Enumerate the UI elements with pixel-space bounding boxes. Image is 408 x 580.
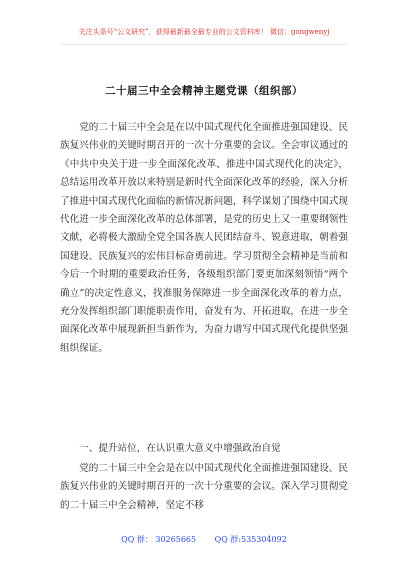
footer-qq-group-1: QQ 群： 30265665 xyxy=(121,535,197,544)
footer-qq-group-2: QQ 群:535304092 xyxy=(214,535,287,544)
footer-contact xyxy=(0,534,408,546)
section-heading-1: 一、提升站位，在认识重大意义中增强政治自觉 xyxy=(79,443,281,454)
header-banner: 关注头条号“公文研究”，获得最新最全最专业的公文资料库！ 微信：gongwenyj xyxy=(78,28,330,36)
paragraph-2: 党的二十届三中全会是在以中国式现代化全面推进强国建设、民族复兴伟业的关键时期召开的一次十分重要的会议。深入学习贯彻党的二十届三中全会精神，坚定不移 xyxy=(60,463,348,511)
header-divider xyxy=(60,44,348,45)
document-title: 二十届三中全会精神主题党课（组织部） xyxy=(105,85,303,97)
paragraph-1: 党的二十届三中全会是在以中国式现代化全面推进强国建设、民族复兴伟业的关键时期召开的一次十分重要的会议。全会审议通过的《中共中央关于进一步全面深化改革、推进中国式现代化的决定》，总结运用改革开放以来特别是新时代全面深化改革的经验，深入分析了推进中国式现代化面临的新情况新问题，科学谋划了围绕中国式现代化进一步全面深化改革的总体部署，是党的历史上又一重要纲领性文献，必将极大激励全党全国各族人民团结奋斗、锐意进取，朝着强国建设、民族复兴的宏伟目标奋勇前进。学习贯彻全会精神是当前和今后一个时期的重要政治任务，各级组织部门要更加深刻领悟“两个确立”的决定性意义，找准服务保障进一步全面深化改革的着力点，充分发挥组织部门职能职责作用，奋发有为、开拓进取，在进一步全面深化改革中展现新担当新作为，为奋力谱写中国式现代化提供坚强组织保证。 xyxy=(60,122,348,354)
